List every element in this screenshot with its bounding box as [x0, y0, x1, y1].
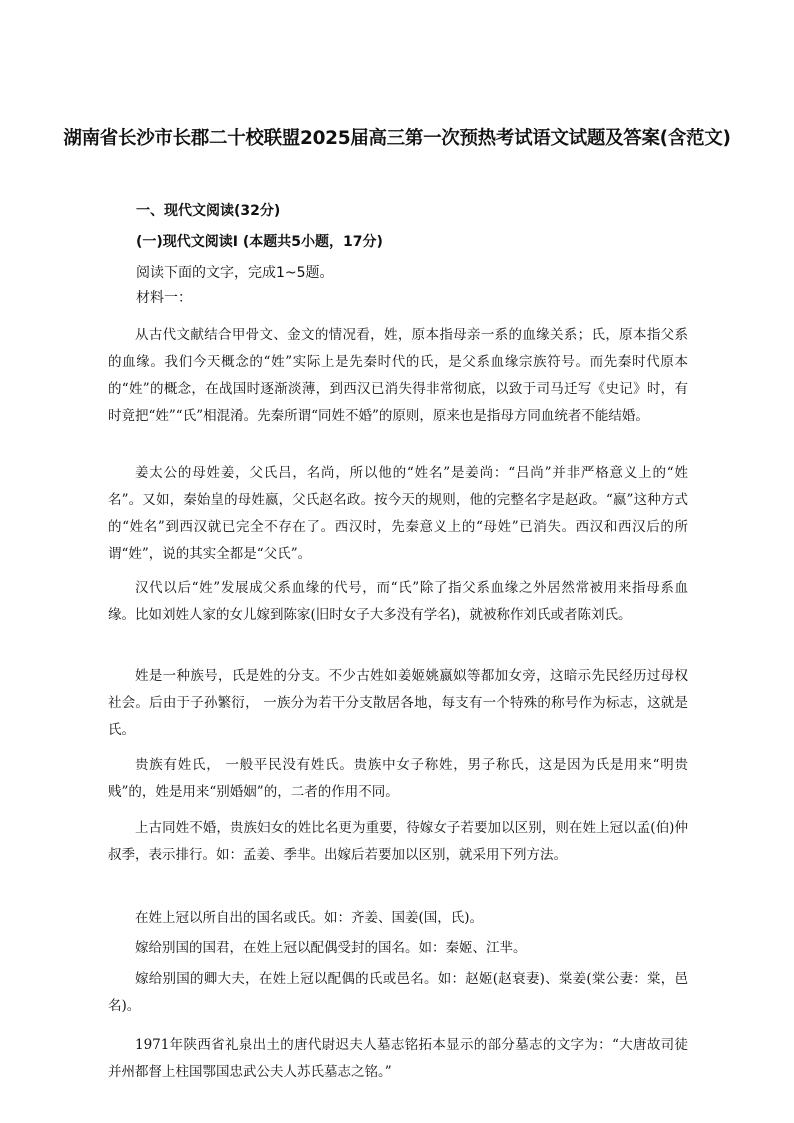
- paragraph-1: 从古代文献结合甲骨文、金文的情况看，姓，原本指母亲一系的血缘关系；氏，原本指父系的血缘。我们今天概念的“姓”实际上是先秦时代的氏，是父系血缘宗族符号。而先秦时代原本的“姓”的概念，在战国时逐渐淡薄，到西汉已消失得非常彻底，以致于司马迁写《史记》时，有时竟把“姓”“氏”相混淆。先秦所谓“同姓不婚”的原则，原来也是指母方同血统者不能结婚。: [108, 327, 688, 424]
- instruction-text: 阅读下面的文字，完成1~5题。: [136, 265, 334, 281]
- subsection-heading: (一)现代文阅读I (本题共5小题，17分): [136, 234, 383, 250]
- paragraph-3: 汉代以后“姓”发展成父系血缘的代号，而“氏”除了指父系血缘之外居然常被用来指母系血缘。比如刘姓人家的女儿嫁到陈家(旧时女子大多没有学名)，就被称作刘氏或者陈刘氏。: [108, 580, 688, 623]
- material-label: 材料一：: [136, 290, 192, 306]
- paragraph-9: 嫁给别国的卿大夫，在姓上冠以配偶的氏或邑名。如：赵姬(赵衰妻)、棠姜(棠公妻：棠，邑名)。: [108, 971, 688, 1014]
- section-heading: 一、现代文阅读(32分): [136, 203, 281, 219]
- paragraph-2: 姜太公的母姓姜，父氏吕，名尚，所以他的“姓名”是姜尚：“吕尚”并非严格意义上的“姓名”。又如，秦始皇的母姓嬴，父氏赵名政。按今天的规则，他的完整名字是赵政。“嬴”这种方式的“姓名”到西汉就已完全不存在了。西汉时，先秦意义上的“母姓”已消失。西汉和西汉后的所谓“姓”，说的其实全都是“父氏”。: [108, 465, 688, 562]
- paragraph-8: 嫁给别国的国君，在姓上冠以配偶受封的国名。如：秦姬、江芈。: [135, 940, 527, 956]
- paragraph-5: 贵族有姓氏， 一般平民没有姓氏。贵族中女子称姓，男子称氏，这是因为氏是用来“明贵贱”的，姓是用来“别婚姻”的，二者的作用不同。: [108, 757, 688, 800]
- paragraph-7: 在姓上冠以所自出的国名或氏。如：齐姜、国姜(国，氏)。: [135, 910, 484, 926]
- paragraph-6: 上古同姓不婚，贵族妇女的姓比名更为重要，待嫁女子若要加以区别，则在姓上冠以孟(伯)仲叔季，表示排行。如：孟姜、季芈。出嫁后若要加以区别，就采用下列方法。: [108, 820, 688, 863]
- paragraph-4: 姓是一种族号，氏是姓的分支。不少古姓如姜姬姚嬴姒等都加女旁，这暗示先民经历过母权社会。后由于子孙繁衍， 一族分为若干分支散居各地，每支有一个特殊的称号作为标志，这就是氏。: [108, 668, 688, 738]
- paragraph-10: 1971年陕西省礼泉出土的唐代尉迟夫人墓志铭拓本显示的部分墓志的文字为：“大唐故司徒并州都督上柱国鄂国忠武公夫人苏氏墓志之铭。”: [108, 1037, 688, 1080]
- document-title: 湖南省长沙市长郡二十校联盟2025届高三第一次预热考试语文试题及答案(含范文): [63, 128, 731, 149]
